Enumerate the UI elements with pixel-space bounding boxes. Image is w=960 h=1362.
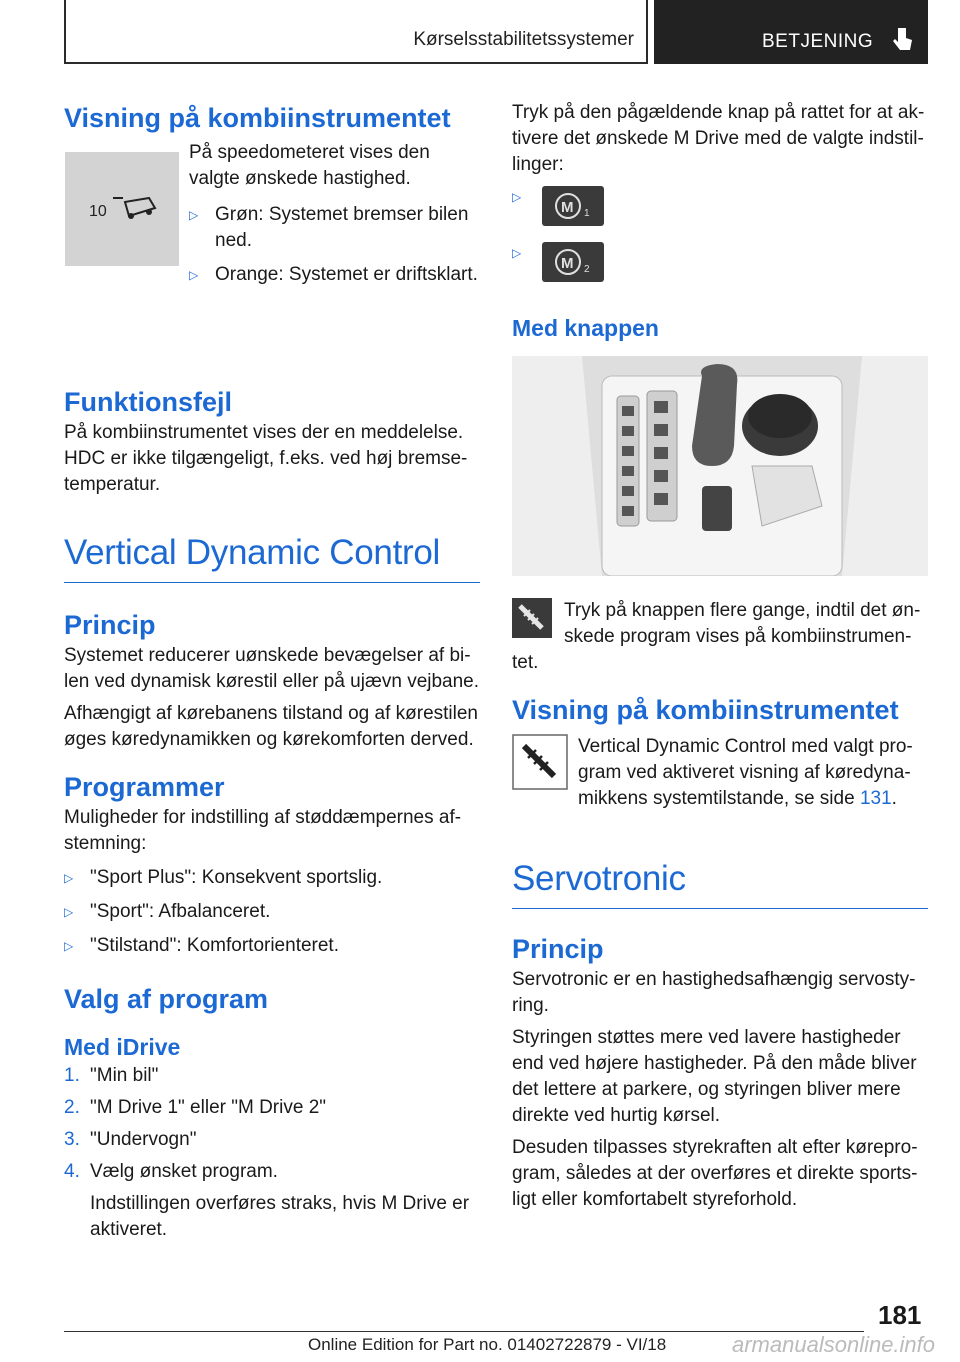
header-chapter-box	[654, 0, 928, 64]
step-text: "Undervogn"	[90, 1129, 197, 1150]
intro-text: Tryk på den pågældende knap på rattet for at aktivere det ønskede M Drive med de valgte indstillinger:	[512, 102, 925, 175]
watermark: armanualsonline.info	[732, 1332, 936, 1357]
step-number: 2.	[64, 1097, 80, 1118]
knap-text: Tryk på knappen flere gange, indtil det ønskede program vises på kombiinstrumentet.	[512, 600, 921, 673]
knap-heading: Med knappen	[512, 315, 659, 341]
step-item	[64, 1159, 480, 1185]
step-number: 4.	[64, 1161, 80, 1182]
visning-text: På speedometeret vises den valgte ønskede hastighed.	[189, 142, 430, 189]
header-section-box	[64, 0, 648, 64]
princip-text-1: Systemet reducerer uønskede bevægelser af bilen ved dynamisk kørestil eller på ujævn vejbane.	[64, 645, 480, 692]
m1-option: ▷ M 1	[512, 186, 928, 242]
hill-descent-icon	[65, 152, 179, 266]
damper-display-icon	[512, 734, 568, 790]
program-item: ▷ "Sport": Afbalanceret.	[64, 899, 480, 925]
princip-text-2: Afhængigt af kørebanens tilstand og af kørestilen øges køredynamikken og kørekomforten derved.	[64, 703, 479, 750]
svg-text:2: 2	[584, 264, 590, 275]
step-item	[64, 1063, 480, 1089]
vdc-heading: Vertical Dynamic Control	[64, 530, 480, 583]
visning-text-right	[578, 734, 928, 812]
left-column	[64, 100, 480, 1243]
funktionsfejl-heading: Funktionsfejl	[64, 387, 232, 417]
servo-text-3: Desuden tilpasses styrekraften alt efter køreprogram, således at der overføres et direkte sportsligt eller komfortabelt styreforhold.	[512, 1137, 918, 1210]
servo-princip-heading: Princip	[512, 934, 604, 964]
knap-text-block	[512, 598, 928, 676]
step-number: 1.	[64, 1065, 80, 1086]
svg-text:M: M	[561, 199, 574, 216]
step-item	[64, 1095, 480, 1121]
header-chapter-title: BETJENING	[762, 31, 874, 52]
servotronic-heading: Servotronic	[512, 856, 928, 909]
servo-text-1: Servotronic er en hastighedsafhængig servostyring.	[512, 969, 916, 1016]
hand-pointer-icon	[892, 26, 914, 52]
program-item: ▷ "Sport Plus": Konsekvent sportslig.	[64, 865, 480, 891]
step-item	[64, 1127, 480, 1153]
hdc-display-image	[65, 152, 179, 266]
visning-text-body: Vertical Dynamic Control med valgt program ved aktiveret visning af køredynamikkens systemtilstande, se side	[578, 736, 913, 809]
step-text: "Min bil"	[90, 1065, 159, 1086]
m2-option: ▷ M 2	[512, 242, 928, 298]
footer-edition: Online Edition for Part no. 01402722879 - VI/18	[308, 1335, 667, 1354]
step-number: 3.	[64, 1129, 80, 1150]
svg-text:M: M	[561, 255, 574, 272]
idrive-heading: Med iDrive	[64, 1034, 181, 1060]
bullet-item: ▷ Grøn: Systemet bremser bilen ned.	[189, 202, 480, 254]
programmer-text: Muligheder for indstilling af støddæmpernes afstemning:	[64, 807, 462, 854]
right-column	[512, 100, 928, 1213]
m2-button-icon	[542, 242, 604, 282]
visning-text-end: .	[891, 788, 897, 809]
center-console-image	[512, 356, 928, 576]
svg-text:10: 10	[89, 203, 107, 220]
princip-heading: Princip	[64, 610, 156, 640]
step-text: "M Drive 1" eller "M Drive 2"	[90, 1097, 327, 1118]
m1-button-icon	[542, 186, 604, 226]
page-link[interactable]: 131	[859, 788, 892, 809]
bullet-item: ▷ Orange: Systemet er driftsklart.	[189, 262, 480, 288]
header-section-title: Kørselsstabilitetssystemer	[413, 29, 634, 50]
svg-text:1: 1	[584, 208, 590, 219]
servo-text-2: Styringen støttes mere ved lavere hastigheder end ved højere hastigheder. På den måde bliver det lettere at parkere, og styringen bliver mere direkte ved hurtig kørsel.	[512, 1027, 917, 1126]
visning-heading-right: Visning på kombiinstrumentet	[512, 695, 899, 725]
valg-heading: Valg af program	[64, 984, 269, 1014]
program-item: ▷ "Stilstand": Komfortorienteret.	[64, 933, 480, 959]
step-text: Vælg ønsket program.	[90, 1161, 278, 1182]
visning-heading: Visning på kombiinstrumentet	[64, 103, 451, 133]
programmer-heading: Programmer	[64, 772, 225, 802]
funktionsfejl-text: På kombiinstrumentet vises der en meddelelse. HDC er ikke tilgængeligt, f.eks. ved høj bremsetemperatur.	[64, 422, 468, 495]
damper-button-icon	[512, 598, 552, 638]
step-note: Indstillingen overføres straks, hvis M Drive er aktiveret.	[90, 1193, 470, 1240]
page-number: 181	[878, 1300, 922, 1330]
